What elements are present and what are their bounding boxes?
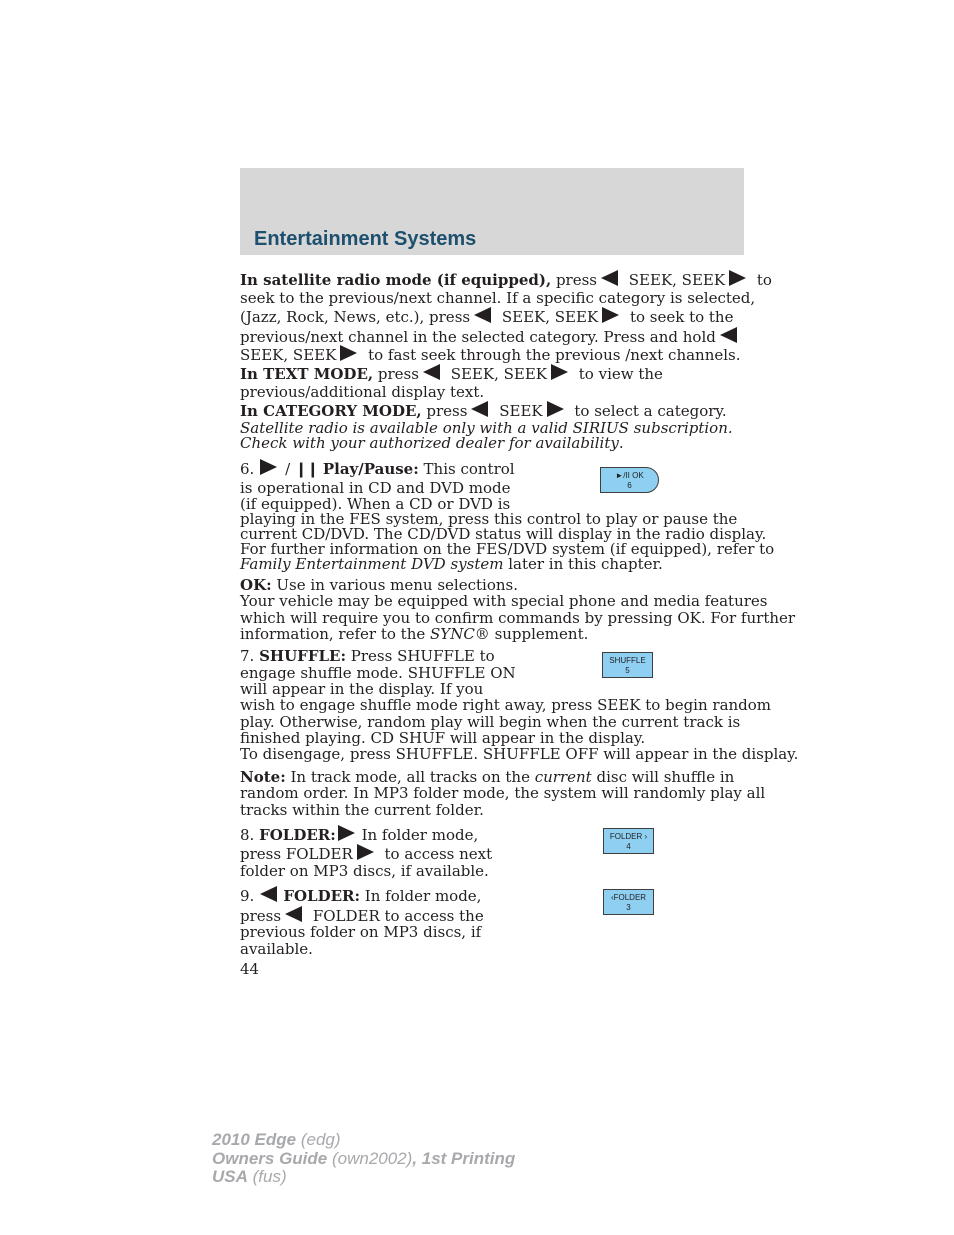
item6-line-5: current CD/DVD. The CD/DVD status will display in the radio display. bbox=[240, 525, 767, 543]
item9-text: press bbox=[240, 907, 282, 925]
item9-text: In folder mode, bbox=[360, 887, 482, 905]
sat-text: to fast seek through the previous /next channels. bbox=[363, 346, 741, 364]
footer-text: (fus) bbox=[247, 1167, 287, 1186]
right-triangle-icon bbox=[357, 844, 374, 860]
item6-line-2: is operational in CD and DVD mode bbox=[240, 479, 511, 497]
sat-line-5 bbox=[240, 345, 741, 364]
item6-line-3: (if equipped). When a CD or DVD is bbox=[240, 495, 511, 513]
item6-italic-ref: Family Entertainment DVD system bbox=[240, 555, 504, 573]
sat-text: SEEK, SEEK bbox=[497, 308, 599, 326]
button-number: 6 bbox=[627, 481, 632, 490]
footer-line-1 bbox=[212, 1131, 515, 1150]
footer-edition-info bbox=[212, 1131, 515, 1187]
left-triangle-icon bbox=[601, 270, 618, 286]
play-pause-ok-button-illustration bbox=[600, 467, 659, 493]
note-line-3: tracks within the current folder. bbox=[240, 801, 484, 819]
item6-line-4: playing in the FES system, press this control to play or pause the bbox=[240, 510, 738, 528]
item8-line-3: folder on MP3 discs, if available. bbox=[240, 862, 489, 880]
sirius-note-line-2 bbox=[240, 434, 624, 452]
footer-line-3 bbox=[212, 1168, 515, 1187]
button-label: SHUFFLE bbox=[609, 656, 646, 665]
item7-line-3: will appear in the display. If you bbox=[240, 680, 484, 698]
catmode-line bbox=[240, 401, 727, 420]
note-line-2: random order. In MP3 folder mode, the system will randomly play all bbox=[240, 784, 766, 802]
button-number: 3 bbox=[626, 903, 631, 912]
catmode-bold: In CATEGORY MODE, bbox=[240, 402, 422, 420]
item7-line-7: To disengage, press SHUFFLE. SHUFFLE OFF will appear in the display. bbox=[240, 745, 799, 763]
button-label: ►/II OK bbox=[615, 471, 644, 480]
left-triangle-icon bbox=[471, 401, 488, 417]
textmode-bold: In TEXT MODE, bbox=[240, 365, 374, 383]
section-title: Entertainment Systems bbox=[254, 228, 477, 250]
item6-text: later in this chapter. bbox=[503, 555, 663, 573]
left-triangle-icon bbox=[474, 307, 491, 323]
item9-line-3: previous folder on MP3 discs, if bbox=[240, 923, 482, 941]
item7-line-4: wish to engage shuffle mode right away, press SEEK to begin random bbox=[240, 696, 772, 714]
textmode-line-2: previous/additional display text. bbox=[240, 383, 485, 401]
sirius-note-line-1: Satellite radio is available only with a valid SIRIUS subscription. bbox=[240, 419, 733, 437]
sat-line-4 bbox=[240, 327, 743, 346]
registered-mark: ® bbox=[474, 625, 490, 643]
button-number: 5 bbox=[625, 666, 630, 675]
item9-number: 9. bbox=[240, 887, 255, 905]
sat-text: (Jazz, Rock, News, etc.), press bbox=[240, 308, 471, 326]
textmode-text: press bbox=[373, 365, 419, 383]
item6-separator: / bbox=[280, 460, 291, 478]
sat-text: to seek to the bbox=[625, 308, 734, 326]
note-label: Note: bbox=[240, 768, 286, 786]
item7-line-1 bbox=[240, 647, 495, 665]
item6-line-1 bbox=[240, 459, 515, 478]
section-header bbox=[240, 168, 744, 255]
item8-label: FOLDER: bbox=[259, 826, 336, 844]
textmode-line-1 bbox=[240, 364, 663, 383]
item7-line-6: finished playing. CD SHUF will appear in the display. bbox=[240, 729, 646, 747]
catmode-text: to select a category. bbox=[569, 402, 727, 420]
item6-line-7 bbox=[240, 555, 663, 573]
item9-line-1 bbox=[240, 886, 481, 905]
footer-bold: USA bbox=[212, 1167, 248, 1186]
footer-bold: , 1st Printing bbox=[412, 1148, 516, 1168]
button-label: ‹FOLDER bbox=[610, 893, 647, 902]
sat-text: SEEK, SEEK bbox=[624, 271, 726, 289]
ok-text: information, refer to the bbox=[240, 625, 431, 643]
footer-bold: Owners Guide bbox=[212, 1148, 328, 1168]
footer-text: (edg) bbox=[296, 1130, 341, 1149]
left-triangle-icon bbox=[720, 327, 737, 343]
play-icon bbox=[260, 459, 277, 475]
button-label: FOLDER › bbox=[609, 832, 648, 841]
sat-line-3 bbox=[240, 307, 733, 326]
shuffle-button-illustration bbox=[602, 652, 653, 678]
catmode-text: press bbox=[421, 402, 468, 420]
item7-label: SHUFFLE: bbox=[259, 647, 346, 665]
note-italic: current bbox=[534, 768, 592, 786]
ok-line-4 bbox=[240, 625, 588, 643]
item8-line-1 bbox=[240, 825, 478, 844]
item6-line-6: For further information on the FES/DVD system (if equipped), refer to bbox=[240, 540, 775, 558]
textmode-text: to view the bbox=[574, 365, 663, 383]
item7-line-5: play. Otherwise, random play will begin when the current track is bbox=[240, 713, 741, 731]
sat-text: previous/next channel in the selected category. Press and hold bbox=[240, 328, 716, 346]
footer-text: (own2002) bbox=[327, 1148, 413, 1168]
item8-text: press FOLDER bbox=[240, 845, 353, 863]
folder-previous-button-illustration bbox=[603, 889, 654, 915]
item7-text: Press SHUFFLE to bbox=[346, 647, 495, 665]
right-triangle-icon bbox=[338, 825, 355, 841]
note-text: In track mode, all tracks on the bbox=[285, 768, 535, 786]
right-triangle-icon bbox=[340, 345, 357, 361]
ok-text: Use in various menu selections. bbox=[271, 576, 518, 594]
left-triangle-icon bbox=[423, 364, 440, 380]
sirius-note-text: Check with your authorized dealer for availability bbox=[240, 434, 619, 452]
folder-next-button-illustration bbox=[603, 828, 654, 854]
item8-text: to access next bbox=[379, 845, 493, 863]
left-triangle-icon bbox=[260, 886, 277, 902]
item7-line-2: engage shuffle mode. SHUFFLE ON bbox=[240, 664, 516, 682]
sat-text: press bbox=[551, 271, 597, 289]
right-triangle-icon bbox=[551, 364, 568, 380]
item9-label: FOLDER: bbox=[283, 887, 361, 905]
item9-text: FOLDER to access the bbox=[308, 907, 484, 925]
item7-number: 7. bbox=[240, 647, 255, 665]
right-triangle-icon bbox=[602, 307, 619, 323]
catmode-text: SEEK bbox=[494, 402, 543, 420]
ok-text: supplement. bbox=[489, 625, 589, 643]
ok-line-2: Your vehicle may be equipped with special phone and media features bbox=[240, 592, 768, 610]
right-triangle-icon bbox=[729, 270, 746, 286]
sat-line-2: seek to the previous/next channel. If a specific category is selected, bbox=[240, 289, 756, 307]
item8-number: 8. bbox=[240, 826, 255, 844]
item6-number: 6. bbox=[240, 460, 255, 478]
left-triangle-icon bbox=[285, 906, 302, 922]
sirius-note-period: . bbox=[618, 434, 624, 452]
sat-line-1 bbox=[240, 270, 772, 289]
sync-italic: SYNC bbox=[430, 625, 475, 643]
footer-bold: 2010 Edge bbox=[212, 1130, 297, 1149]
sat-bold: In satellite radio mode (if equipped), bbox=[240, 271, 552, 289]
item6-label: Play/Pause: bbox=[322, 460, 419, 478]
textmode-text: SEEK, SEEK bbox=[445, 365, 548, 383]
item9-line-4: available. bbox=[240, 940, 313, 958]
ok-line-3: which will require you to confirm commands by pressing OK. For further bbox=[240, 609, 796, 627]
sat-text: to bbox=[752, 271, 772, 289]
page-number: 44 bbox=[240, 960, 260, 978]
ok-label: OK: bbox=[240, 576, 272, 594]
footer-line-2 bbox=[212, 1150, 515, 1169]
pause-icon: ❙❙ bbox=[294, 460, 319, 478]
sat-text: SEEK, SEEK bbox=[240, 346, 337, 364]
button-number: 4 bbox=[626, 842, 631, 851]
right-triangle-icon bbox=[547, 401, 564, 417]
item8-line-2 bbox=[240, 844, 492, 863]
item6-text: This control bbox=[418, 460, 515, 478]
item8-text: In folder mode, bbox=[356, 826, 479, 844]
note-text: disc will shuffle in bbox=[591, 768, 735, 786]
